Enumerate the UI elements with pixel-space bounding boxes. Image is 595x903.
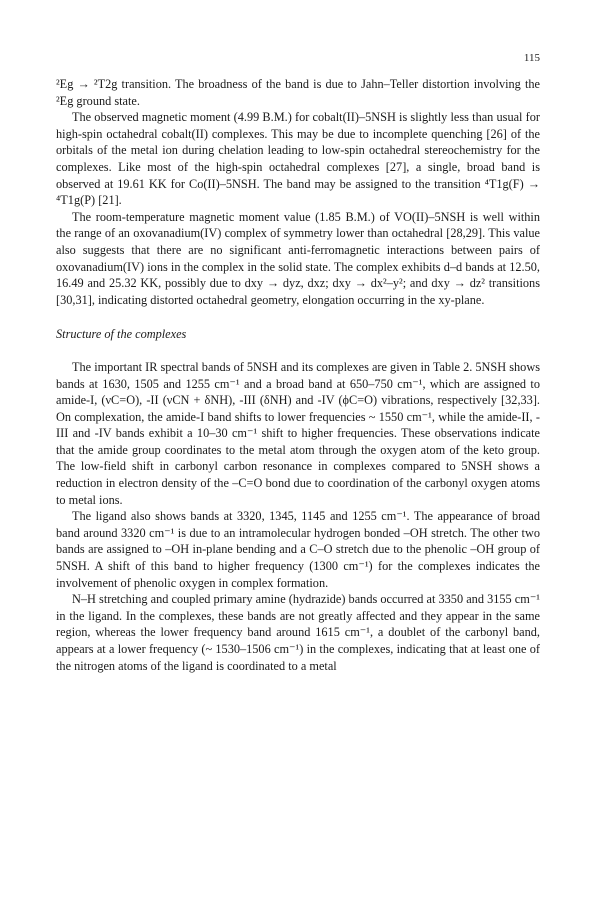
paragraph: The room-temperature magnetic moment value (1.85 B.M.) of VO(II)–5NSH is well within the range of an oxovanadium(IV) complex of symmetry lower than octahedral [28,29]. This value also suggests that there are no significant anti-ferromagnetic interactions between pairs of oxovanadium(IV) ions in the complex in the solid state. The complex exhibits d–d bands at 12.50, 16.49 and 25.32 KK, possibly due to dxy → dyz, dxz; dxy → dx²–y²; and dxy → dz² transitions [30,31], indicating distorted octahedral geometry, elongation occurring in the xy-plane.	[56, 209, 540, 307]
page-number: 115	[523, 52, 540, 64]
paragraph: ²Eg → ²T2g transition. The broadness of the band is due to Jahn–Teller distortion involving the ²Eg ground state.	[56, 77, 540, 108]
paragraph: N–H stretching and coupled primary amine (hydrazide) bands occurred at 3350 and 3155 cm⁻¹ in the ligand. In the complexes, these bands are not greatly affected and they appear in the same region, whereas the lower frequency band around 1615 cm⁻¹, a doublet of the carbonyl band, appears at a lower frequency (~ 1530–1506 cm⁻¹) in the complexes, indicating that at least one of the nitrogen atoms of the ligand is coordinated to a metal	[56, 592, 540, 673]
paragraph: The important IR spectral bands of 5NSH and its complexes are given in Table 2. 5NSH shows bands at 1630, 1505 and 1255 cm⁻¹ and a broad band at 650–750 cm⁻¹, which are assigned to amide-I, (νC=O), -II (νCN + δNH), -III (δNH) and -IV (ϕC=O) vibrations, respectively [32,33]. On complexation, the amide-I band shifts to lower frequencies ~ 1550 cm⁻¹, while the amide-II, -III and -IV bands exhibit a 10–30 cm⁻¹ shift to higher frequencies. These observations indicate that the amide group coordinates to the metal atom through the oxygen atom of the keto group. The low-field shift in carbonyl carbon resonance in complexes compared to 5NSH shows a reduction in electron density of the –C=O bond due to coordination of the carbonyl oxygen atoms to metal ions.	[56, 359, 540, 507]
paragraph: The ligand also shows bands at 3320, 1345, 1145 and 1255 cm⁻¹. The appearance of broad band around 3320 cm⁻¹ is due to an intramolecular hydrogen bonded –OH stretch. The other two bands are assigned to –OH in-plane bending and a C–O stretch due to the phenolic –OH group of 5NSH. A shift of this band to higher frequency (1300 cm⁻¹) for the complexes indicates the involvement of phenolic oxygen in complex formation.	[56, 509, 540, 590]
body-text	[56, 76, 540, 674]
section-heading: Structure of the complexes	[56, 327, 187, 342]
paragraph: The observed magnetic moment (4.99 B.M.) for cobalt(II)–5NSH is slightly less than usual for high-spin octahedral cobalt(II) complexes. This may be due to incomplete quenching [26] of the orbitals of the metal ion during chelation leading to low-spin octahedral stereochemistry for the complexes. Like most of the high-spin octahedral complexes [27], a single, broad band is observed at 19.61 KK for Co(II)–5NSH. The band may be assigned to the transition ⁴T1g(F) → ⁴T1g(P) [21].	[56, 110, 540, 208]
